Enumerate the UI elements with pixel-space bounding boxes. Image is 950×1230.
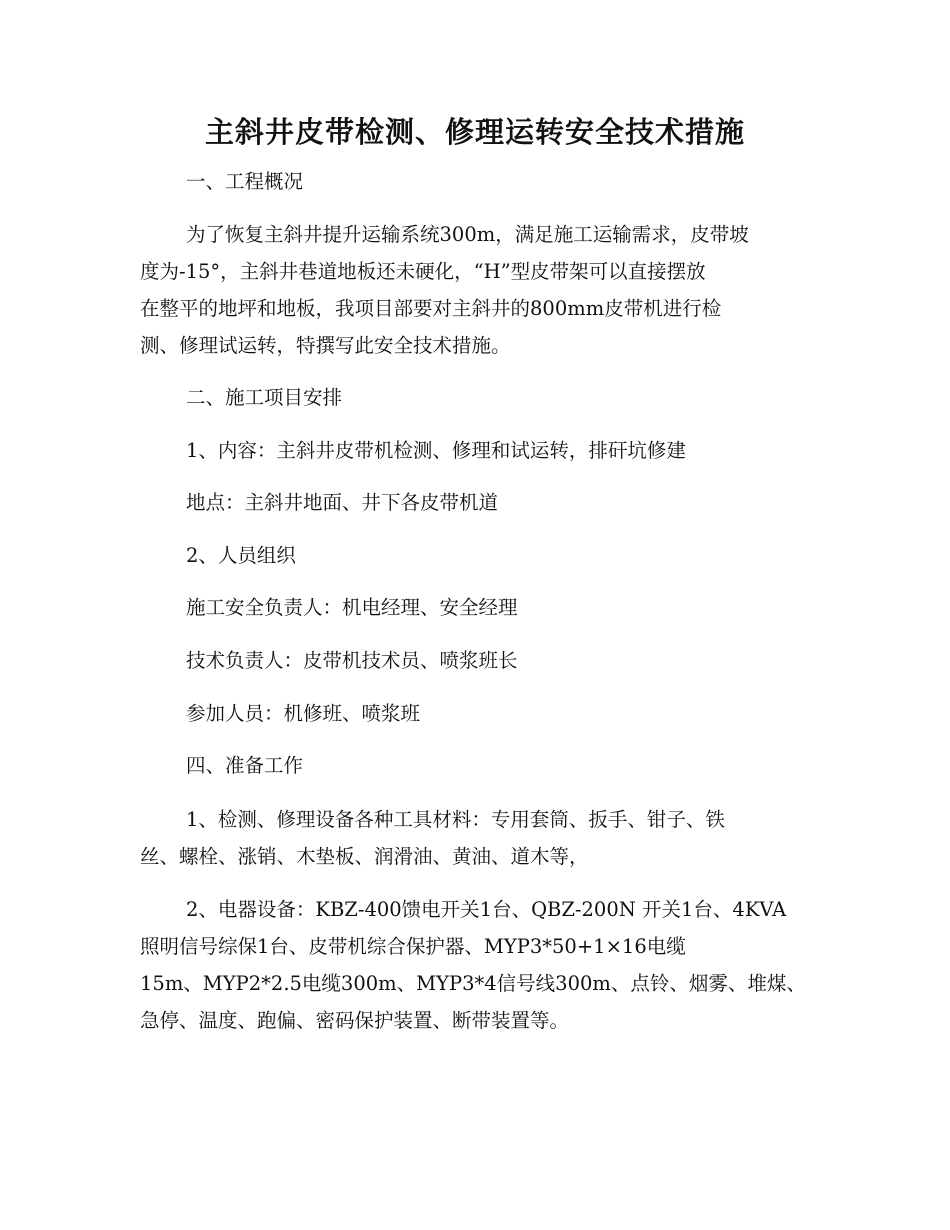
paragraph-line: 地点：主斜井地面、井下各皮带机道 <box>186 491 499 514</box>
paragraph-line: 为了恢复主斜井提升运输系统300m，满足施工运输需求，皮带坡 <box>186 223 749 246</box>
paragraph-line: 2、电器设备：KBZ-400馈电开关1台、QBZ-200N 开关1台、4KVA <box>186 898 787 921</box>
section-heading-overview: 一、工程概况 <box>186 170 304 193</box>
paragraph-line: 施工安全负责人：机电经理、安全经理 <box>186 596 518 619</box>
paragraph-line: 急停、温度、跑偏、密码保护装置、断带装置等。 <box>140 1009 570 1032</box>
section-heading-preparation: 四、准备工作 <box>186 754 304 777</box>
document-title: 主斜井皮带检测、修理运转安全技术措施 <box>204 115 745 149</box>
paragraph-line: 测、修理试运转，特撰写此安全技术措施。 <box>140 334 511 357</box>
paragraph-line: 在整平的地坪和地板，我项目部要对主斜井的800mm皮带机进行检 <box>140 297 722 320</box>
paragraph-line: 参加人员：机修班、喷浆班 <box>186 702 421 725</box>
paragraph-line: 1、内容：主斜井皮带机检测、修理和试运转，排矸坑修建 <box>186 439 686 462</box>
paragraph-line: 照明信号综保1台、皮带机综合保护器、MYP3*50+1×16电缆 <box>140 935 686 958</box>
paragraph-line: 度为-15°，主斜井巷道地板还未硬化，“H”型皮带架可以直接摆放 <box>140 260 706 283</box>
paragraph-line: 2、人员组织 <box>186 544 296 567</box>
paragraph-line: 1、检测、修理设备各种工具材料：专用套筒、扳手、钳子、铁 <box>186 808 725 831</box>
section-heading-arrangement: 二、施工项目安排 <box>186 386 343 409</box>
paragraph-line: 技术负责人：皮带机技术员、喷浆班长 <box>186 649 518 672</box>
paragraph-line: 丝、螺栓、涨销、木垫板、润滑油、黄油、道木等， <box>140 845 589 868</box>
paragraph-line: 15m、MYP2*2.5电缆300m、MYP3*4信号线300m、点铃、烟雾、堆煤、 <box>140 972 806 995</box>
